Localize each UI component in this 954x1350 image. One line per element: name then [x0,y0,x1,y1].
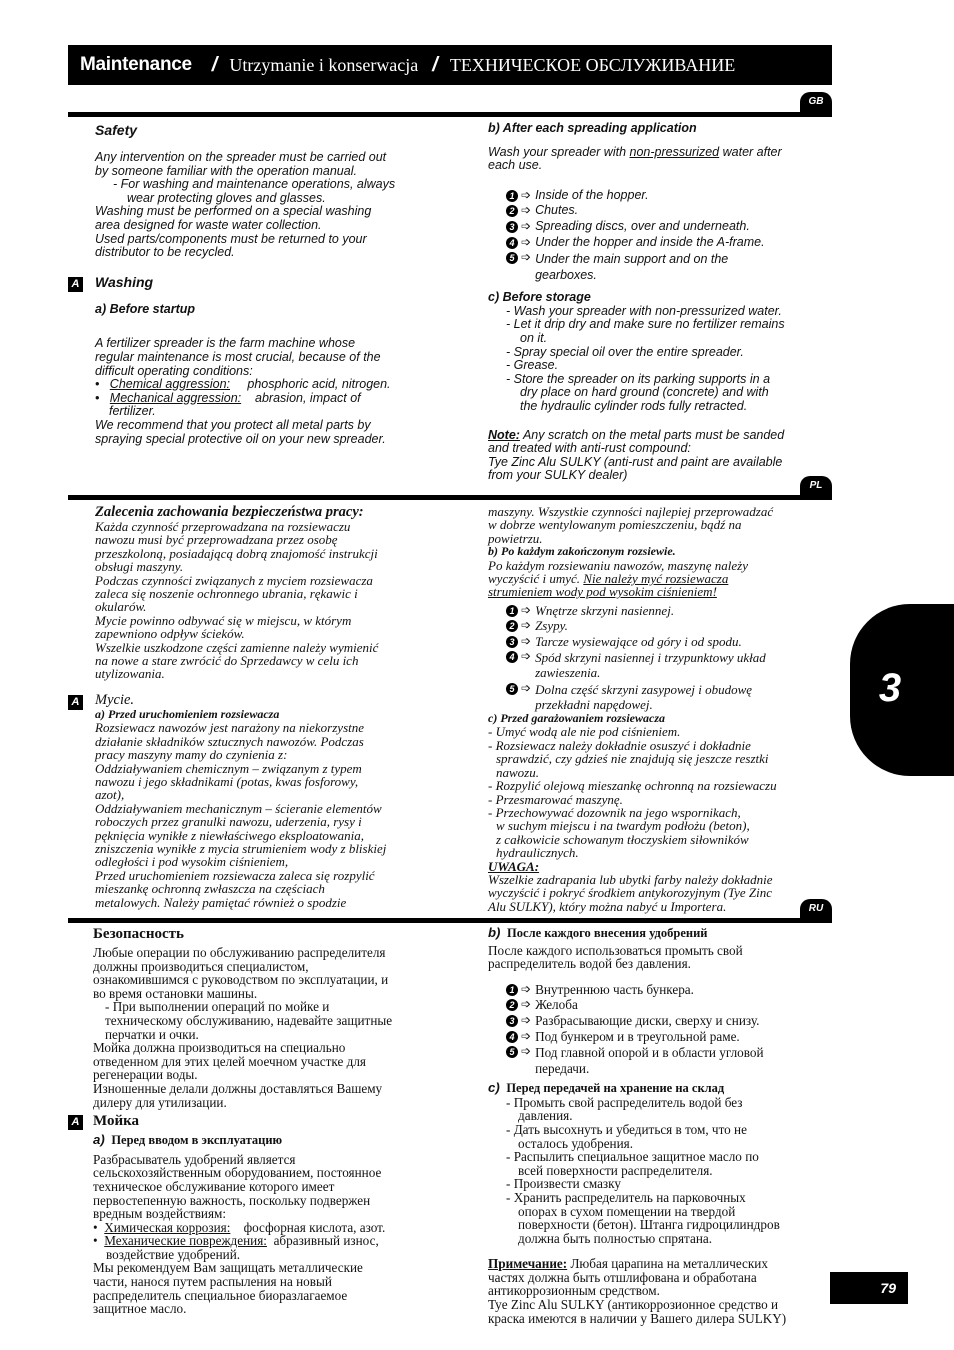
ru-text-line: давления. [518,1108,573,1124]
gb-text-line: Any intervention on the spreader must be carried out [95,150,387,164]
ru-bullet-label: Химическая коррозия: [104,1219,231,1235]
gb-bullet-text: abrasion, impact of [255,390,361,405]
pl-text-line: pracy maszyny mamy do czynienia z: [95,747,288,763]
gb-text-line: - Grease. [506,358,559,373]
ru-step-text [535,1045,828,1077]
ru-text-line: - Произвести смазку [506,1176,621,1192]
gb-text-line: Used parts/components must be returned to your [95,231,367,246]
pl-text-line [488,572,828,585]
ru-bullet: • Химическая коррозия: фосфорная кислота, азот. [93,1219,386,1235]
header-title-en: Maintenance [80,54,192,75]
step-number-icon: 2 [506,999,518,1011]
chapter-number: 3 [878,666,902,710]
gb-text-line: from your SULKY dealer) [488,468,628,483]
ru-text-line: воздействие удобрений. [106,1246,241,1262]
section-marker-a: A [68,277,83,292]
ru-text-line: первостепенную важность, поскольку подвержен [93,1192,371,1208]
pl-text-line: Po każdym rozsiewaniu nawozów, maszynę należy [488,557,748,573]
pl-washing-title: Mycie. [95,691,135,708]
ru-right-column [488,926,828,1325]
arrow-icon: ➩ [521,602,532,617]
ru-text-line: После каждого использоваться промыть свой [488,942,743,958]
step-number-icon: 5 [506,683,518,695]
gb-right-column [488,122,828,483]
gb-text-line: on it. [520,330,548,345]
ru-step-text: Разбрасывающие диски, сверху и снизу. [535,1012,760,1028]
gb-step-4 [506,236,828,250]
pl-text-line: metalowych. Należy pamiętać również o spodzie [95,894,347,910]
pl-step-1 [506,604,828,617]
pl-text-line: sprawdzić, czy gdzieś nie znajdują się jeszcze resztki [496,751,769,767]
ru-text-line: регенерации воды. [93,1067,198,1083]
ru-text-line: поверхности (бетон). Штанга гидроцилиндров [518,1217,780,1233]
gb-wash-post: water after [719,144,782,159]
ru-note [488,1257,828,1271]
gb-step-1 [506,189,828,203]
ru-text-line: Tye Zinc Alu SULKY (антикоррозионное средство и [488,1297,779,1313]
lang-tag-gb: GB [800,92,832,112]
ru-text-line: во время остановки машины. [93,985,258,1001]
gb-note-label: Note: [488,427,520,442]
ru-step-text-line: Под главной опорой и в области угловой [535,1045,764,1061]
pl-text-line: - Przesmarować maszynę. [488,791,623,807]
ru-after-text: После каждого внесения удобрений [507,926,708,940]
page-header [68,45,832,85]
header-title-ru: ТЕХНИЧЕСКОЕ ОБСЛУЖИВАНИЕ [449,54,736,75]
ru-text-line: Мойка должна производиться на специально [93,1040,346,1056]
gb-step-text: Inside of the hopper. [535,187,649,202]
section-marker-a: A [68,695,83,710]
gb-step-5 [506,251,828,283]
pl-text-line: mieszankę ochronną zwłaszcza na częściach [95,881,325,897]
pl-step-text-line: zawieszenia. [535,665,601,681]
pl-text-line: Alu SULKY), który można nabyć u Importera. [488,898,727,914]
ru-step-5 [506,1045,828,1077]
pl-text-line: utylizowania. [95,666,165,682]
ru-bullet-text: фосфорная кислота, азот. [243,1219,386,1235]
arrow-icon: ➩ [521,218,532,233]
ru-bullet-text: абразивный износ, [273,1233,379,1249]
ru-text-line: техническое обслуживание которого имеет [93,1178,335,1194]
ru-text-line: распределитель водой без давления. [488,956,691,972]
ru-before-letter: a) [93,1132,105,1148]
ru-text-line: Изношенные делали должны доставляться Вашему [93,1080,383,1096]
ru-text-line: - Распылить специальное защитное масло по [506,1149,759,1165]
arrow-icon: ➩ [521,618,532,633]
pl-text-line: maszyny. Wszystkie czynności najlepiej przeprowadzać [488,504,774,519]
pl-after-pre: wyczyścić i umyć. [488,571,584,587]
pl-text-line: odległości i pod wysokim ciśnieniem, [95,854,289,870]
pl-after-underline: Nie należy myć rozsiewacza [583,571,729,587]
ru-text-line: антикоррозионным средством. [488,1283,660,1299]
pl-text-line: obsługi maszyny. [95,559,184,575]
ru-text-line: - При выполнении операций по мойке и [105,999,330,1015]
gb-text-line: fertilizer. [109,404,156,419]
gb-step-text: Under the hopper and inside the A-frame. [535,234,765,249]
gb-text-line: We recommend that you protect all metal parts by [95,417,371,432]
section-divider-ru [68,918,832,923]
pl-step-text: Wnętrze skrzyni nasiennej. [535,602,675,618]
ru-text-line: - Хранить распределитель на парковочных [506,1189,746,1205]
ru-text-line: Любые операции по обслуживанию распределителя [93,945,386,960]
ru-storage-text: Перед передачей на хранение на склад [506,1081,725,1096]
gb-text-line [488,146,828,160]
pl-text-line: powietrzu. [488,530,543,546]
gb-step-2 [506,204,828,218]
pl-note-label: UWAGA: [488,858,540,874]
ru-text-line: отведенном для этих целей моечном участке для [93,1053,366,1069]
arrow-icon: ➩ [521,633,532,648]
gb-bullet: • Chemical aggression: phosphoric acid, nitrogen. [95,377,391,392]
step-number-icon: 2 [506,205,518,217]
ru-text-line: осталось удобрения. [518,1135,634,1151]
gb-note [488,429,828,443]
gb-text-line: - Spray special oil over the entire spreader. [506,344,744,359]
pl-step-text-line: przekładni napędowej. [535,697,653,713]
ru-text-line: части, нанося путем распыления на новый [93,1274,332,1290]
gb-text-line: the hydraulic cylinder rods fully retracted. [520,398,748,413]
pl-before-startup-title: a) Przed uruchomieniem rozsiewacza [95,706,280,721]
gb-text-line: - For washing and maintenance operations, always [113,177,396,192]
gb-text-line: area designed for waste water collection. [95,217,322,232]
pl-text-line: Rozsiewacz nawozów jest narażony na niekorzystne [95,720,365,736]
pl-text-line: w dobrze wentylowanym pomieszczeniu, bądź na [488,517,742,533]
pl-text-line: strumieniem wody pod wysokim ciśnieniem! [488,584,717,600]
ru-text-line: Разбрасыватель удобрений является [93,1151,296,1167]
pl-step-text-line: Spód skrzyni nasiennej i trzypunktowy układ [535,650,766,666]
arrow-icon: ➩ [521,1012,532,1027]
gb-wash-underline: non-pressurized [629,144,720,159]
gb-text-line: and treated with anti-rust compound: [488,441,691,456]
pl-text-line: zniszczenia wynikłe z mycia strumieniem wody z bliskiej [95,840,387,856]
step-number-icon: 3 [506,636,518,648]
pl-text-line: Oddziaływaniem mechanicznym – ścieranie elementów [95,800,382,816]
gb-step-text: Chutes. [535,203,579,218]
ru-storage-letter: c) [488,1080,500,1096]
pl-step-3 [506,635,828,648]
section-divider-gb [68,112,832,117]
ru-text-line: должна быть полностью спрятана. [518,1230,713,1246]
gb-note-text: Any scratch on the metal parts must be sanded [519,427,785,442]
header-title-pl: Utrzymanie i konserwacja [229,54,419,75]
pl-text-line: wyczyścić i pokryć środkiem antykorozyjnym (Tye Zinc [488,885,772,901]
arrow-icon: ➩ [521,681,532,696]
ru-text-line: дилеру для утилизации. [93,1094,227,1110]
ru-left-column [93,926,443,1316]
gb-left-column [95,122,440,446]
pl-step-4 [506,650,828,680]
pl-text-line: Przed uruchomieniem rozsiewacza zaleca się rozpylić [95,867,375,883]
pl-text-line: okularów. [95,599,147,615]
gb-text-line: regular maintenance is most crucial, because of the [95,349,381,364]
pl-text-line: azot), [95,787,125,803]
pl-text-line: - Umyć wodą ale nie pod ciśnieniem. [488,724,681,740]
step-number-icon: 1 [506,190,518,202]
ru-text-line: сельскохозяйственным оборудованием, постоянное [93,1165,382,1181]
step-number-icon: 4 [506,237,518,249]
pl-text-line: Mycie powinno odbywać się w miejscu, w którym [95,612,352,628]
step-number-icon: 5 [506,252,518,264]
arrow-icon: ➩ [521,649,532,664]
ru-before-text: Перед вводом в эксплуатацию [111,1133,283,1148]
pl-step-text: Zsypy. [535,618,568,634]
step-number-icon: 4 [506,651,518,663]
gb-bullet-label: Chemical aggression: [109,377,230,392]
pl-left-column [95,505,440,909]
header-separator: / [432,53,438,76]
arrow-icon: ➩ [521,187,532,202]
gb-text-line: - Let it drip dry and make sure no fertilizer remains [506,317,785,332]
ru-text-line: - Дать высохнуть и убедиться в том, что не [506,1121,747,1137]
arrow-icon: ➩ [521,203,532,218]
gb-bullet-label: Mechanical aggression: [109,390,242,405]
gb-bullet: • Mechanical aggression: abrasion, impact of [95,390,361,405]
gb-text-line: distributor to be recycled. [95,245,235,260]
gb-text-line: - Store the spreader on its parking supports in a [506,371,771,386]
arrow-icon: ➩ [521,981,532,996]
ru-text-line: частях должна быть отшлифована и обработана [488,1269,757,1285]
ru-after-letter: b) [488,925,501,940]
ru-step-1 [506,983,828,997]
step-number-icon: 2 [506,620,518,632]
pl-text-line: Podczas czynności związanych z myciem rozsiewacza [95,572,373,588]
pl-text-line: hydraulicznych. [496,845,579,861]
pl-text-line: na nowe a stare zwrócić do Sprzedawcy w celu ich [95,653,359,669]
ru-text-line: техническому обслуживанию, надевайте защитные [105,1012,393,1028]
gb-step-text [535,251,828,283]
gb-safety-title: Safety [95,122,138,138]
ru-step-text: Внутреннюю часть бункера. [535,981,694,997]
step-number-icon: 3 [506,1015,518,1027]
ru-note-text: Любая царапина на металлических [567,1256,768,1272]
gb-text-line: Tye Zinc Alu SULKY (anti-rust and paint are available [488,454,783,469]
gb-step-text-line: gearboxes. [535,268,597,283]
arrow-icon: ➩ [521,997,532,1012]
ru-safety-title: Безопасность [93,926,184,942]
gb-step-text-line: Under the main support and on the [535,252,729,267]
header-separator: / [211,53,218,76]
gb-text-line: by someone familiar with the operation manual. [95,163,357,178]
ru-washing-title: Мойка [93,1113,140,1130]
pl-text-line: Każda czynność przeprowadzana na rozsiewaczu [95,519,351,534]
pl-text-line: nawozu. [496,764,539,780]
pl-step-text [535,650,828,680]
pl-text-line: Wszelkie uszkodzone części zamienne należy wymienić [95,639,379,655]
pl-text-line: - Rozsiewacz należy dokładnie osuszyć i dokładnie [488,737,751,753]
ru-text-line: всей поверхности распределителя. [518,1162,713,1178]
gb-text-line: wear protecting gloves and glasses. [127,190,326,205]
ru-step-text-line: передачи. [535,1061,590,1077]
gb-text-line: each use. [488,158,543,173]
gb-text-line: difficult operating conditions: [95,363,253,378]
gb-text-line: Washing must be performed on a special washing [95,204,372,219]
ru-text-line: защитное масло. [93,1301,187,1317]
gb-text-line: spraying special protective oil on your new spreader. [95,431,386,446]
gb-before-startup-title: a) Before startup [95,301,196,316]
pl-step-5 [506,682,828,712]
step-number-icon: 4 [506,1031,518,1043]
pl-text-line: zapewniono odpływ ścieków. [95,626,245,642]
section-marker-a: A [68,1115,83,1130]
step-number-icon: 5 [506,1046,518,1058]
pl-step-text: Tarcze wysiewające od góry i od spodu. [535,633,742,649]
ru-text-line: ознакомившимся с руководством по эксплуатации, и [93,972,389,988]
pl-text-line: Oddziaływaniem chemicznym – związanym z typem [95,760,362,776]
ru-step-3 [506,1014,828,1028]
ru-text-line: Мы рекомендуем Вам защищать металлические [93,1260,363,1276]
ru-text-line: вредным воздействиям: [93,1206,227,1222]
pl-text-line: roboczych przez granulki nawozu, uderzenia, rysy i [95,814,362,830]
pl-text-line: przeszkoloną, posiadającą dobrą znajomość instrukcji [95,545,378,561]
page-number: 79 [830,1272,908,1304]
pl-step-text [535,682,828,712]
pl-step-text-line: Dolna część skrzyni zasypowej i obudowę [535,682,753,698]
pl-text-line: z całkowicie schowanym tłoczyskiem siłowników [496,831,749,847]
ru-text-line: - Промыть свой распределитель водой без [506,1094,743,1110]
pl-after-title: b) Po każdym zakończonym rozsiewie. [488,544,676,559]
ru-step-text: Под бункером и в треугольной раме. [535,1028,740,1044]
pl-text-line: zaleca się noszenie ochronnego ubrania, rękawic i [95,586,358,602]
step-number-icon: 1 [506,605,518,617]
ru-note-label: Примечание: [488,1256,568,1272]
ru-bullet-label: Механические повреждения: [104,1233,267,1249]
gb-text-line: - Wash your spreader with non-pressurized water. [506,303,782,318]
ru-bullet: • Механические повреждения: абразивный износ, [93,1233,379,1249]
ru-step-2 [506,998,828,1012]
ru-storage-title [488,1081,828,1096]
pl-text-line: - Przechowywać dozownik na jego wspornikach, [488,804,741,820]
pl-storage-title: c) Przed garażowaniem rozsiewacza [488,711,665,726]
section-divider-pl [68,495,832,500]
ru-step-4 [506,1030,828,1044]
arrow-icon: ➩ [521,1028,532,1043]
lang-tag-ru: RU [800,899,832,919]
gb-step-3 [506,220,828,234]
pl-text-line: nawozu i jego składnikami (potas, kwas fosforowy, [95,773,359,789]
ru-after-title [488,926,828,941]
ru-text-line: распределитель специальное биоразлагаемое [93,1287,348,1303]
gb-step-text: Spreading discs, over and underneath. [535,218,750,233]
pl-right-column [488,505,828,913]
gb-text-line: dry place on hard ground (concrete) and with [520,385,769,400]
gb-washing-title: Washing [95,273,154,290]
step-number-icon: 1 [506,984,518,996]
gb-storage-title: c) Before storage [488,290,591,305]
pl-text-line: nawozu musi być przeprowadzana przez osobę [95,532,338,548]
arrow-icon: ➩ [521,234,532,249]
gb-after-title: b) After each spreading application [488,121,697,135]
ru-step-text: Желоба [535,997,578,1013]
pl-text-line: - Rozpylić olejową mieszankę ochronną na rozsiewaczu [488,778,777,794]
ru-text-line: опорах в сухом помещении на твердой [518,1203,736,1219]
pl-step-2 [506,619,828,632]
pl-text-line: w suchym miejscu i na twardym podłożu (beton), [496,818,750,834]
ru-text-line: краска имеются в наличии у Вашего дилера SULKY) [488,1310,787,1326]
pl-text-line: pęknięcia wynikłe z niewłaściwego eksploatowania, [95,827,364,843]
pl-safety-title: Zalecenia zachowania bezpieczeństwa pracy: [95,504,364,520]
gb-bullet-text: phosphoric acid, nitrogen. [247,377,391,392]
pl-text-line: Wszelkie zadrapania lub ubytki farby należy dokładnie [488,871,773,887]
arrow-icon: ➩ [521,250,532,265]
arrow-icon: ➩ [521,1044,532,1059]
ru-text-line: должны производиться специалистом, [93,958,309,974]
ru-text-line: перчатки и очки. [105,1026,199,1042]
gb-text-line: A fertilizer spreader is the farm machine whose [95,336,356,351]
pl-text-line: działanie składników sztucznych nawozów. Podczas [95,733,364,749]
ru-before-startup-title [93,1133,443,1148]
lang-tag-pl: PL [800,476,832,496]
gb-wash-pre: Wash your spreader with [488,144,630,159]
step-number-icon: 3 [506,221,518,233]
